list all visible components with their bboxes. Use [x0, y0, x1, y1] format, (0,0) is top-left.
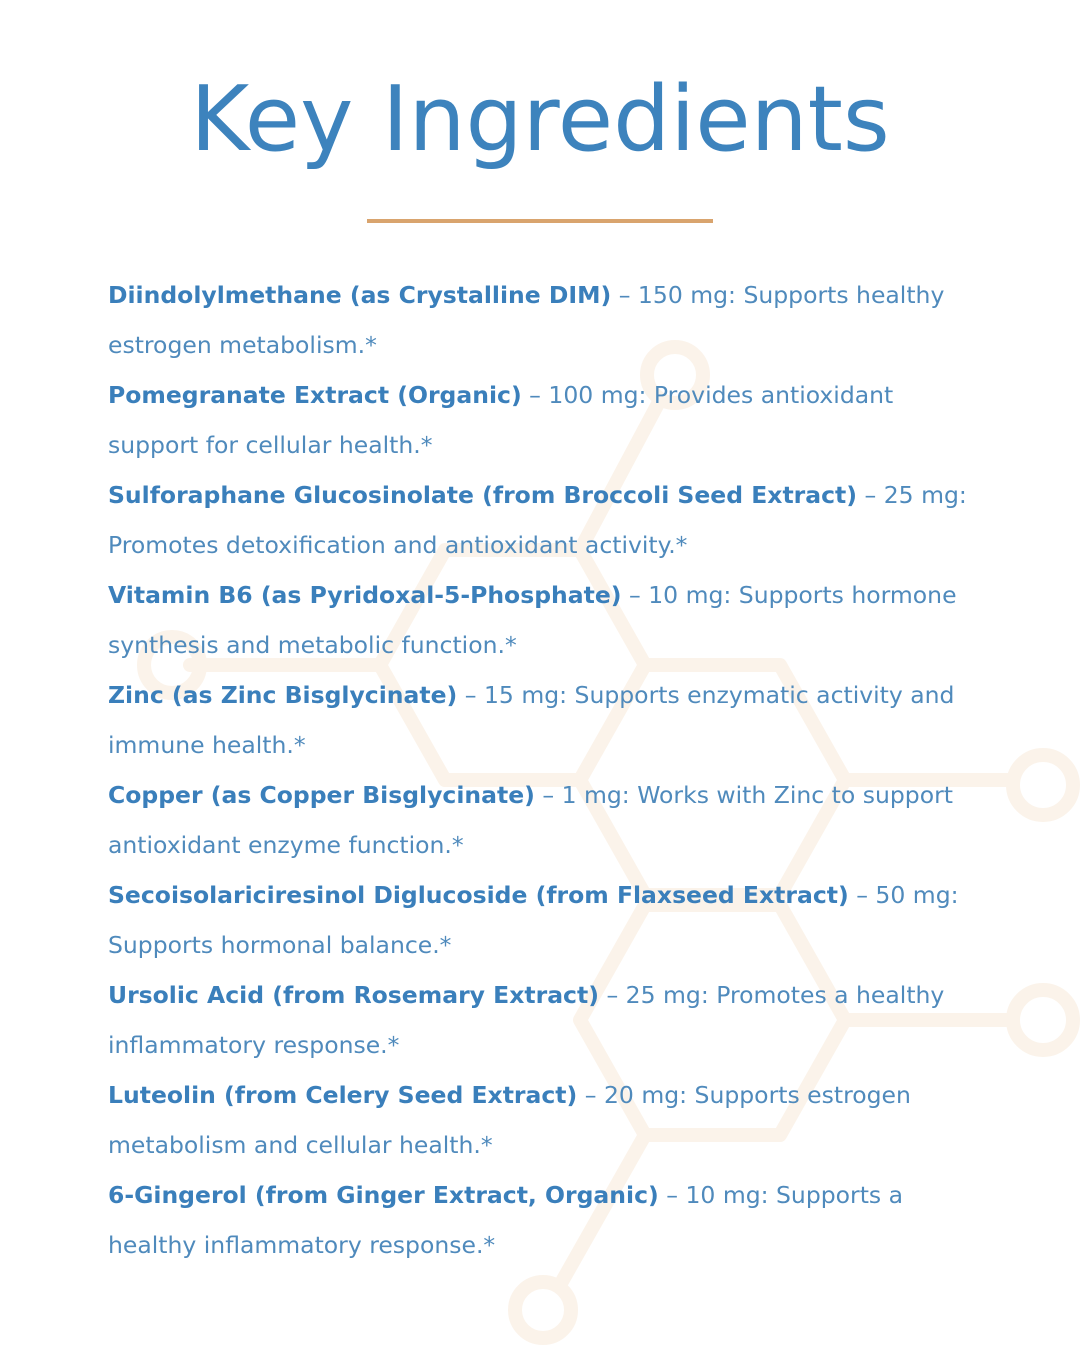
ingredient-item — [108, 1070, 978, 1170]
ingredient-item — [108, 570, 978, 670]
ingredient-detail: – 15 mg: Supports enzymatic activity and immune health.* — [108, 681, 955, 759]
ingredient-item — [108, 370, 978, 470]
ingredient-list — [108, 270, 978, 1270]
ingredient-item — [108, 1170, 978, 1270]
molecule-node — [1013, 990, 1073, 1050]
title-divider — [367, 219, 713, 223]
ingredient-name: Diindolylmethane (as Crystalline DIM) — [108, 281, 612, 309]
ingredient-item — [108, 970, 978, 1070]
ingredient-detail: – 25 mg: Promotes detoxification and antioxidant activity.* — [108, 481, 967, 559]
ingredient-name: Luteolin (from Celery Seed Extract) — [108, 1081, 578, 1109]
page-title: Key Ingredients — [190, 67, 890, 172]
molecule-node — [515, 1282, 571, 1338]
ingredient-name: 6-Gingerol (from Ginger Extract, Organic) — [108, 1181, 659, 1209]
ingredient-detail: – 10 mg: Supports a healthy inflammatory response.* — [108, 1181, 904, 1259]
ingredient-name: Ursolic Acid (from Rosemary Extract) — [108, 981, 599, 1009]
ingredient-detail: – 50 mg: Supports hormonal balance.* — [108, 881, 959, 959]
ingredient-detail: – 25 mg: Promotes a healthy inflammatory response.* — [108, 981, 945, 1059]
ingredient-item — [108, 470, 978, 570]
ingredient-detail: – 1 mg: Works with Zinc to support antioxidant enzyme function.* — [108, 781, 953, 859]
ingredient-name: Pomegranate Extract (Organic) — [108, 381, 522, 409]
ingredient-name: Vitamin B6 (as Pyridoxal-5-Phosphate) — [108, 581, 622, 609]
ingredient-name: Secoisolariciresinol Diglucoside (from Flaxseed Extract) — [108, 881, 849, 909]
ingredient-detail: – 10 mg: Supports hormone synthesis and metabolic function.* — [108, 581, 957, 659]
ingredient-name: Sulforaphane Glucosinolate (from Broccoli Seed Extract) — [108, 481, 858, 509]
ingredient-detail: – 20 mg: Supports estrogen metabolism and cellular health.* — [108, 1081, 911, 1159]
ingredient-item — [108, 270, 978, 370]
ingredient-detail: – 100 mg: Provides antioxidant support for cellular health.* — [108, 381, 894, 459]
ingredient-name: Copper (as Copper Bisglycinate) — [108, 781, 535, 809]
ingredient-item — [108, 770, 978, 870]
ingredient-name: Zinc (as Zinc Bisglycinate) — [108, 681, 458, 709]
ingredient-item — [108, 870, 978, 970]
molecule-node — [1013, 755, 1073, 815]
ingredient-item — [108, 670, 978, 770]
ingredient-detail: – 150 mg: Supports healthy estrogen metabolism.* — [108, 281, 945, 359]
